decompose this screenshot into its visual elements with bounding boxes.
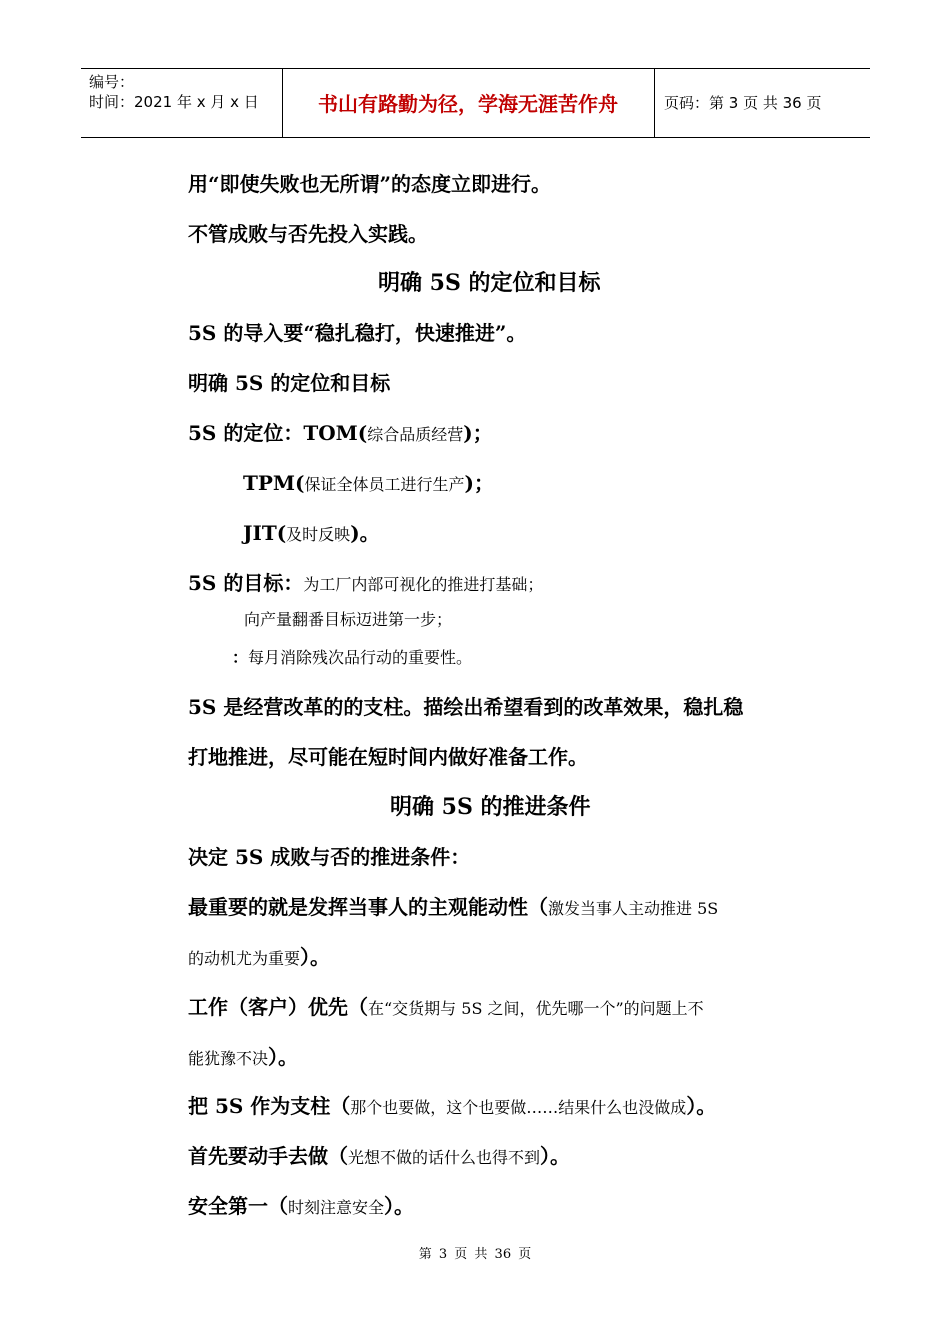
condition-1-open: （ <box>528 895 548 919</box>
positioning-label: 5S 的定位：TOM( <box>188 421 368 445</box>
header-page-info: 页码：第 3 页 共 36 页 <box>664 94 822 112</box>
jit-desc: 及时反映 <box>286 525 351 544</box>
header-middle-cell <box>282 69 655 137</box>
condition-5-close: ）。 <box>384 1194 415 1218</box>
positioning-tom-desc: 综合品质经营 <box>367 425 464 444</box>
header-right-cell <box>654 69 870 137</box>
goal-label: 5S 的目标： <box>188 571 304 595</box>
condition-2-desc-cont: 能犹豫不决 <box>188 1049 269 1068</box>
condition-3-close: ）。 <box>686 1094 717 1118</box>
tpm-desc: 保证全体员工进行生产 <box>304 475 465 494</box>
condition-4-title: 首先要动手去做 <box>188 1144 328 1168</box>
condition-3-line <box>188 1093 716 1121</box>
header-motto: 书山有路勤为径，学海无涯苦作舟 <box>318 92 618 116</box>
positioning-line <box>188 420 493 448</box>
goal-3: 每月消除残次品行动的重要性。 <box>248 648 473 667</box>
goal-line <box>188 570 543 598</box>
condition-3-title: 把 5S 作为支柱 <box>188 1094 331 1118</box>
condition-1-close: ）。 <box>300 945 331 969</box>
condition-4-open: （ <box>328 1144 348 1168</box>
tpm-close: )； <box>464 471 495 495</box>
condition-4-desc: 光想不做的话什么也得不到 <box>348 1148 541 1167</box>
condition-3-desc: 那个也要做，这个也要做……结果什么也没做成 <box>350 1098 687 1117</box>
section-heading-1: 明确 5S 的定位和目标 <box>378 270 601 296</box>
header-number-label: 编号： <box>89 73 135 91</box>
jit-close: )。 <box>350 521 380 545</box>
condition-1-cont-line <box>188 944 330 972</box>
tpm-label: TPM( <box>243 471 305 495</box>
condition-2-open: （ <box>348 995 368 1019</box>
condition-2-cont-line <box>188 1044 298 1072</box>
condition-1-title: 最重要的就是发挥当事人的主观能动性 <box>188 895 528 919</box>
condition-1-line <box>188 894 718 922</box>
condition-2-desc: 在“交货期与 5S 之间，优先哪一个”的问题上不 <box>368 999 704 1018</box>
body-line-11: 5S 是经营改革的的支柱。描绘出希望看到的改革效果，稳扎稳 <box>188 695 744 719</box>
header-time-line: 时间：2021 年 x 月 x 日 <box>89 93 259 111</box>
body-line-12: 打地推进，尽可能在短时间内做好准备工作。 <box>188 745 588 769</box>
document-header <box>81 68 870 138</box>
goal-2: 向产量翻番目标迈进第一步； <box>244 610 453 629</box>
condition-2-line <box>188 994 704 1022</box>
condition-1-desc-cont: 的动机尤为重要 <box>188 949 301 968</box>
condition-5-title: 安全第一 <box>188 1194 268 1218</box>
positioning-jit-line <box>243 520 380 548</box>
body-line-1: 用“即使失败也无所谓”的态度立即进行。 <box>188 172 552 196</box>
header-left-cell <box>81 69 283 137</box>
condition-2-close: ）。 <box>268 1045 299 1069</box>
condition-3-open: （ <box>330 1094 351 1118</box>
condition-4-close: ）。 <box>540 1144 571 1168</box>
body-line-3: 5S 的导入要“稳扎稳打，快速推进”。 <box>188 321 527 345</box>
section-heading-2: 明确 5S 的推进条件 <box>390 794 591 820</box>
condition-5-open: （ <box>268 1194 288 1218</box>
condition-5-line <box>188 1193 414 1221</box>
positioning-tpm-line <box>243 470 494 498</box>
page-footer: 第 3 页 共 36 页 <box>418 1247 532 1262</box>
body-line-2: 不管成败与否先投入实践。 <box>188 222 428 246</box>
positioning-tom-close: )； <box>463 421 493 445</box>
condition-4-line <box>188 1143 570 1171</box>
goal-1: 为工厂内部可视化的推进打基础； <box>303 575 544 594</box>
jit-label: JIT( <box>243 521 287 545</box>
condition-2-title: 工作（客户）优先 <box>188 995 348 1019</box>
body-line-4: 明确 5S 的定位和目标 <box>188 371 391 395</box>
body-line-13: 决定 5S 成败与否的推进条件： <box>188 845 471 869</box>
condition-1-desc: 激发当事人主动推进 5S <box>548 899 719 918</box>
goal-3-bullet: ： <box>232 648 249 667</box>
goal-3-line <box>232 647 472 669</box>
condition-5-desc: 时刻注意安全 <box>288 1198 385 1217</box>
